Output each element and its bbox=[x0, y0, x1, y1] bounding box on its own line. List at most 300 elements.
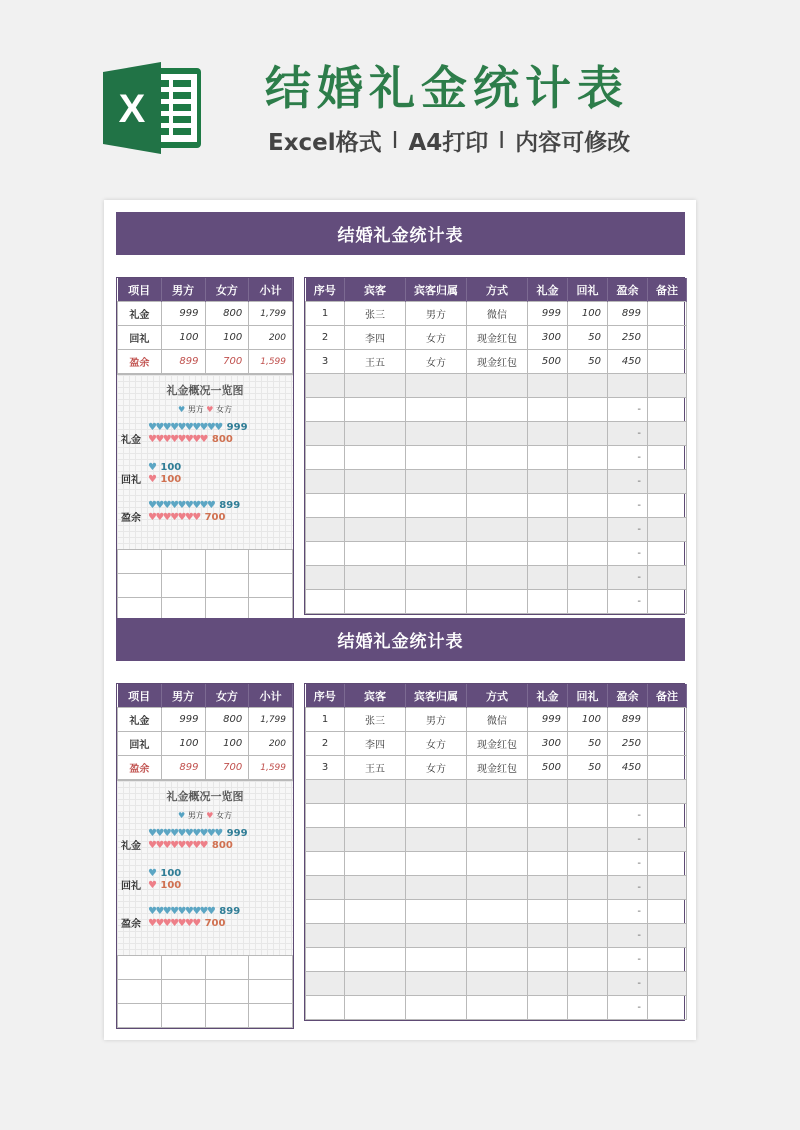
summary-male-cell[interactable]: 899 bbox=[161, 350, 205, 374]
guest-surplus-cell[interactable]: - bbox=[608, 494, 648, 518]
guest-surplus-cell[interactable]: - bbox=[608, 852, 648, 876]
guest-empty-cell[interactable] bbox=[528, 828, 568, 852]
guest-surplus-cell[interactable]: 899 bbox=[608, 302, 648, 326]
guest-empty-row bbox=[306, 542, 687, 566]
summary-item-cell[interactable]: 回礼 bbox=[118, 732, 162, 756]
guest-empty-cell[interactable] bbox=[568, 780, 608, 804]
guest-empty-cell[interactable] bbox=[528, 494, 568, 518]
gift-overview-chart bbox=[117, 374, 293, 549]
guest-name-cell[interactable]: 李四 bbox=[345, 326, 406, 350]
guest-empty-cell[interactable] bbox=[467, 518, 528, 542]
guest-empty-cell[interactable] bbox=[648, 972, 687, 996]
guest-name-cell[interactable]: 王五 bbox=[345, 350, 406, 374]
summary-header-cell: 小计 bbox=[249, 684, 293, 708]
guest-note-cell[interactable] bbox=[648, 350, 687, 374]
guest-empty-cell[interactable] bbox=[648, 996, 687, 1020]
guest-empty-cell[interactable] bbox=[306, 446, 345, 470]
guest-surplus-cell[interactable]: - bbox=[608, 518, 648, 542]
summary-row bbox=[118, 708, 293, 732]
guest-empty-cell[interactable] bbox=[568, 494, 608, 518]
guest-empty-cell[interactable] bbox=[406, 470, 467, 494]
summary-item-cell[interactable]: 礼金 bbox=[118, 708, 162, 732]
summary-female-cell[interactable]: 700 bbox=[205, 350, 249, 374]
subtitle-format: Excel格式 bbox=[268, 130, 382, 156]
guest-empty-cell[interactable] bbox=[528, 852, 568, 876]
guest-empty-cell[interactable] bbox=[406, 422, 467, 446]
summary-table bbox=[117, 278, 293, 374]
guest-method-cell[interactable]: 微信 bbox=[467, 708, 528, 732]
guest-empty-cell[interactable] bbox=[306, 852, 345, 876]
guest-empty-cell[interactable] bbox=[467, 398, 528, 422]
summary-male-cell[interactable]: 100 bbox=[161, 326, 205, 350]
guest-return-cell[interactable]: 100 bbox=[568, 708, 608, 732]
guest-empty-cell[interactable] bbox=[528, 518, 568, 542]
legend-male-label: 男方 bbox=[187, 811, 204, 820]
guest-empty-cell[interactable] bbox=[345, 494, 406, 518]
guest-empty-cell[interactable] bbox=[528, 972, 568, 996]
guest-empty-cell[interactable] bbox=[467, 542, 528, 566]
summary-total-cell[interactable]: 1,599 bbox=[249, 350, 293, 374]
guest-empty-cell[interactable] bbox=[648, 422, 687, 446]
guest-surplus-cell[interactable]: - bbox=[608, 470, 648, 494]
guest-surplus-cell[interactable]: - bbox=[608, 900, 648, 924]
excel-logo-letter: X bbox=[118, 87, 146, 131]
guest-header-cell: 礼金 bbox=[528, 278, 568, 302]
guest-empty-cell[interactable] bbox=[345, 900, 406, 924]
guest-empty-cell[interactable] bbox=[648, 948, 687, 972]
summary-total-cell[interactable]: 1,599 bbox=[249, 756, 293, 780]
guest-empty-cell[interactable] bbox=[528, 996, 568, 1020]
summary-male-cell[interactable]: 999 bbox=[161, 302, 205, 326]
guest-empty-cell[interactable] bbox=[528, 804, 568, 828]
blank-cell[interactable] bbox=[161, 980, 205, 1004]
summary-male-cell[interactable]: 100 bbox=[161, 732, 205, 756]
guest-side-cell[interactable]: 男方 bbox=[406, 708, 467, 732]
guest-surplus-cell[interactable]: 250 bbox=[608, 326, 648, 350]
guest-empty-cell[interactable] bbox=[648, 542, 687, 566]
guest-empty-cell[interactable] bbox=[306, 996, 345, 1020]
guest-no-cell[interactable]: 2 bbox=[306, 732, 345, 756]
guest-empty-cell[interactable] bbox=[306, 590, 345, 614]
blank-cell[interactable] bbox=[205, 980, 249, 1004]
guest-side-cell[interactable]: 男方 bbox=[406, 302, 467, 326]
guest-empty-cell[interactable] bbox=[568, 566, 608, 590]
guest-surplus-cell[interactable]: 899 bbox=[608, 708, 648, 732]
guest-name-cell[interactable]: 王五 bbox=[345, 756, 406, 780]
guest-empty-cell[interactable] bbox=[648, 804, 687, 828]
guest-empty-cell[interactable] bbox=[406, 876, 467, 900]
guest-empty-cell[interactable] bbox=[306, 542, 345, 566]
subtitle-separator: I bbox=[391, 127, 399, 154]
guest-empty-cell[interactable] bbox=[406, 900, 467, 924]
guest-empty-cell[interactable] bbox=[528, 924, 568, 948]
guest-empty-cell[interactable] bbox=[345, 948, 406, 972]
guest-empty-cell[interactable] bbox=[345, 780, 406, 804]
chart-row-label: 回礼 bbox=[121, 881, 141, 892]
guest-empty-cell[interactable] bbox=[406, 566, 467, 590]
guest-empty-cell[interactable] bbox=[528, 900, 568, 924]
guest-empty-cell[interactable] bbox=[528, 398, 568, 422]
blank-cell[interactable] bbox=[118, 574, 162, 598]
guest-empty-cell[interactable] bbox=[345, 566, 406, 590]
summary-female-cell[interactable]: 800 bbox=[205, 302, 249, 326]
guest-empty-cell[interactable] bbox=[406, 924, 467, 948]
guest-no-cell[interactable]: 3 bbox=[306, 756, 345, 780]
guest-empty-cell[interactable] bbox=[406, 780, 467, 804]
guest-empty-cell[interactable] bbox=[467, 972, 528, 996]
guest-method-cell[interactable]: 现金红包 bbox=[467, 326, 528, 350]
guest-empty-cell[interactable] bbox=[306, 900, 345, 924]
blank-cell[interactable] bbox=[249, 550, 293, 574]
guest-empty-cell[interactable] bbox=[568, 948, 608, 972]
summary-header-cell: 项目 bbox=[118, 684, 162, 708]
guest-return-cell[interactable]: 50 bbox=[568, 732, 608, 756]
guest-empty-cell[interactable] bbox=[345, 852, 406, 876]
guest-empty-cell[interactable] bbox=[467, 590, 528, 614]
guest-empty-cell[interactable] bbox=[568, 398, 608, 422]
guest-empty-cell[interactable] bbox=[306, 470, 345, 494]
heart-icons: ♥ bbox=[148, 462, 156, 473]
guest-empty-cell[interactable] bbox=[568, 972, 608, 996]
guest-empty-cell[interactable] bbox=[345, 374, 406, 398]
guest-empty-cell[interactable] bbox=[345, 446, 406, 470]
guest-gift-cell[interactable]: 500 bbox=[528, 756, 568, 780]
guest-return-cell[interactable]: 50 bbox=[568, 756, 608, 780]
guest-empty-cell[interactable] bbox=[306, 924, 345, 948]
guest-empty-cell[interactable] bbox=[306, 780, 345, 804]
heart-bar-value: 800 bbox=[211, 434, 233, 445]
guest-empty-cell[interactable] bbox=[345, 876, 406, 900]
guest-empty-cell[interactable] bbox=[306, 374, 345, 398]
guest-no-cell[interactable]: 1 bbox=[306, 302, 345, 326]
guest-empty-cell[interactable] bbox=[528, 470, 568, 494]
guest-empty-cell[interactable] bbox=[568, 996, 608, 1020]
guest-empty-cell[interactable] bbox=[648, 470, 687, 494]
guest-empty-cell[interactable] bbox=[306, 972, 345, 996]
guest-surplus-cell[interactable]: 450 bbox=[608, 350, 648, 374]
guest-empty-cell[interactable] bbox=[306, 804, 345, 828]
guest-empty-row bbox=[306, 518, 687, 542]
guest-empty-cell[interactable] bbox=[648, 590, 687, 614]
blank-cell[interactable] bbox=[205, 574, 249, 598]
guest-empty-cell[interactable] bbox=[406, 804, 467, 828]
guest-empty-cell[interactable] bbox=[568, 590, 608, 614]
male-heart-bar bbox=[148, 501, 240, 511]
summary-total-cell[interactable]: 1,799 bbox=[249, 302, 293, 326]
guest-empty-cell[interactable] bbox=[345, 924, 406, 948]
guest-empty-cell[interactable] bbox=[528, 446, 568, 470]
guest-empty-cell[interactable] bbox=[467, 804, 528, 828]
guest-empty-cell[interactable] bbox=[467, 566, 528, 590]
guest-row bbox=[306, 302, 687, 326]
guest-surplus-cell[interactable]: - bbox=[608, 542, 648, 566]
guest-empty-cell[interactable] bbox=[406, 828, 467, 852]
guest-empty-cell[interactable] bbox=[648, 398, 687, 422]
blank-cell[interactable] bbox=[205, 956, 249, 980]
chart-legend bbox=[117, 404, 293, 415]
guest-header-cell: 宾客 bbox=[345, 278, 406, 302]
guest-empty-cell[interactable] bbox=[648, 494, 687, 518]
guest-empty-row bbox=[306, 900, 687, 924]
female-heart-bar bbox=[148, 841, 233, 851]
guest-surplus-cell[interactable]: - bbox=[608, 590, 648, 614]
guest-empty-cell[interactable] bbox=[568, 828, 608, 852]
guest-empty-row bbox=[306, 852, 687, 876]
guest-empty-row bbox=[306, 876, 687, 900]
blank-cell[interactable] bbox=[118, 550, 162, 574]
summary-female-cell[interactable]: 800 bbox=[205, 708, 249, 732]
blank-cell[interactable] bbox=[161, 956, 205, 980]
guest-row bbox=[306, 350, 687, 374]
guest-empty-cell[interactable] bbox=[608, 780, 648, 804]
guest-empty-cell[interactable] bbox=[406, 948, 467, 972]
guest-surplus-cell[interactable]: 250 bbox=[608, 732, 648, 756]
guest-empty-cell[interactable] bbox=[648, 852, 687, 876]
guest-side-cell[interactable]: 女方 bbox=[406, 350, 467, 374]
blank-cell[interactable] bbox=[161, 574, 205, 598]
guest-side-cell[interactable]: 女方 bbox=[406, 732, 467, 756]
guest-empty-cell[interactable] bbox=[648, 566, 687, 590]
guest-method-cell[interactable]: 现金红包 bbox=[467, 732, 528, 756]
summary-item-cell[interactable]: 盈余 bbox=[118, 756, 162, 780]
summary-item-cell[interactable]: 盈余 bbox=[118, 350, 162, 374]
guest-gift-cell[interactable]: 300 bbox=[528, 732, 568, 756]
blank-cell[interactable] bbox=[118, 956, 162, 980]
legend-female-label: 女方 bbox=[215, 405, 232, 414]
subtitle-print: A4打印 bbox=[408, 130, 489, 156]
guest-empty-cell[interactable] bbox=[467, 446, 528, 470]
guest-empty-cell[interactable] bbox=[306, 518, 345, 542]
guest-empty-cell[interactable] bbox=[406, 996, 467, 1020]
guest-header-cell: 回礼 bbox=[568, 684, 608, 708]
guest-empty-cell[interactable] bbox=[467, 900, 528, 924]
guest-surplus-cell[interactable]: - bbox=[608, 828, 648, 852]
guest-empty-cell[interactable] bbox=[568, 924, 608, 948]
guest-empty-cell[interactable] bbox=[648, 924, 687, 948]
guest-empty-row bbox=[306, 446, 687, 470]
guest-return-cell[interactable]: 100 bbox=[568, 302, 608, 326]
guest-surplus-cell[interactable]: - bbox=[608, 804, 648, 828]
guest-empty-cell[interactable] bbox=[345, 470, 406, 494]
blank-cell[interactable] bbox=[118, 980, 162, 1004]
guest-empty-cell[interactable] bbox=[467, 470, 528, 494]
guest-empty-cell[interactable] bbox=[345, 422, 406, 446]
summary-female-cell[interactable]: 100 bbox=[205, 326, 249, 350]
guest-empty-cell[interactable] bbox=[306, 948, 345, 972]
heart-bar-value: 899 bbox=[219, 906, 241, 917]
guest-empty-cell[interactable] bbox=[406, 398, 467, 422]
guest-side-cell[interactable]: 女方 bbox=[406, 756, 467, 780]
guest-empty-cell[interactable] bbox=[648, 876, 687, 900]
guest-block bbox=[304, 277, 685, 615]
heart-icons: ♥♥♥♥♥♥♥♥♥ bbox=[148, 906, 215, 917]
guest-empty-cell[interactable] bbox=[345, 804, 406, 828]
guest-empty-cell[interactable] bbox=[568, 518, 608, 542]
summary-total-cell[interactable]: 200 bbox=[249, 326, 293, 350]
guest-empty-cell[interactable] bbox=[608, 374, 648, 398]
guest-empty-cell[interactable] bbox=[528, 780, 568, 804]
guest-empty-cell[interactable] bbox=[528, 422, 568, 446]
guest-empty-cell[interactable] bbox=[648, 900, 687, 924]
guest-empty-row bbox=[306, 828, 687, 852]
guest-empty-cell[interactable] bbox=[648, 780, 687, 804]
guest-empty-cell[interactable] bbox=[467, 852, 528, 876]
guest-empty-cell[interactable] bbox=[528, 542, 568, 566]
blank-cell[interactable] bbox=[249, 574, 293, 598]
guest-empty-cell[interactable] bbox=[306, 398, 345, 422]
guest-empty-cell[interactable] bbox=[345, 590, 406, 614]
guest-empty-cell[interactable] bbox=[306, 494, 345, 518]
guest-empty-cell[interactable] bbox=[467, 948, 528, 972]
guest-empty-cell[interactable] bbox=[345, 828, 406, 852]
guest-empty-cell[interactable] bbox=[568, 542, 608, 566]
guest-empty-cell[interactable] bbox=[345, 996, 406, 1020]
guest-note-cell[interactable] bbox=[648, 326, 687, 350]
guest-empty-cell[interactable] bbox=[528, 876, 568, 900]
guest-empty-cell[interactable] bbox=[406, 518, 467, 542]
guest-empty-cell[interactable] bbox=[345, 542, 406, 566]
guest-empty-cell[interactable] bbox=[467, 876, 528, 900]
guest-empty-cell[interactable] bbox=[306, 566, 345, 590]
page-subtitle bbox=[268, 124, 630, 157]
guest-method-cell[interactable]: 微信 bbox=[467, 302, 528, 326]
guest-empty-cell[interactable] bbox=[568, 852, 608, 876]
blank-cell[interactable] bbox=[205, 550, 249, 574]
guest-surplus-cell[interactable]: - bbox=[608, 398, 648, 422]
guest-empty-cell[interactable] bbox=[568, 470, 608, 494]
guest-empty-cell[interactable] bbox=[306, 876, 345, 900]
guest-row bbox=[306, 732, 687, 756]
chart-row-label: 盈余 bbox=[121, 513, 141, 524]
guest-empty-cell[interactable] bbox=[406, 852, 467, 876]
summary-item-cell[interactable]: 回礼 bbox=[118, 326, 162, 350]
summary-item-cell[interactable]: 礼金 bbox=[118, 302, 162, 326]
guest-empty-cell[interactable] bbox=[528, 948, 568, 972]
guest-empty-row bbox=[306, 948, 687, 972]
guest-no-cell[interactable]: 3 bbox=[306, 350, 345, 374]
summary-header-cell: 女方 bbox=[205, 684, 249, 708]
guest-note-cell[interactable] bbox=[648, 708, 687, 732]
guest-empty-cell[interactable] bbox=[568, 374, 608, 398]
guest-surplus-cell[interactable]: - bbox=[608, 972, 648, 996]
guest-surplus-cell[interactable]: 450 bbox=[608, 756, 648, 780]
guest-side-cell[interactable]: 女方 bbox=[406, 326, 467, 350]
guest-method-cell[interactable]: 现金红包 bbox=[467, 350, 528, 374]
guest-empty-cell[interactable] bbox=[467, 494, 528, 518]
guest-no-cell[interactable]: 1 bbox=[306, 708, 345, 732]
guest-note-cell[interactable] bbox=[648, 732, 687, 756]
guest-empty-cell[interactable] bbox=[406, 542, 467, 566]
guest-empty-cell[interactable] bbox=[648, 446, 687, 470]
guest-gift-cell[interactable]: 999 bbox=[528, 302, 568, 326]
heart-icons: ♥ bbox=[148, 474, 156, 485]
guest-empty-cell[interactable] bbox=[648, 828, 687, 852]
guest-empty-cell[interactable] bbox=[568, 900, 608, 924]
guest-name-cell[interactable]: 张三 bbox=[345, 302, 406, 326]
guest-empty-cell[interactable] bbox=[406, 494, 467, 518]
guest-empty-cell[interactable] bbox=[528, 590, 568, 614]
guest-empty-cell[interactable] bbox=[406, 972, 467, 996]
blank-cell[interactable] bbox=[249, 956, 293, 980]
guest-empty-cell[interactable] bbox=[648, 518, 687, 542]
guest-gift-cell[interactable]: 500 bbox=[528, 350, 568, 374]
guest-empty-cell[interactable] bbox=[568, 446, 608, 470]
guest-surplus-cell[interactable]: - bbox=[608, 948, 648, 972]
guest-name-cell[interactable]: 张三 bbox=[345, 708, 406, 732]
guest-return-cell[interactable]: 50 bbox=[568, 326, 608, 350]
blank-cell[interactable] bbox=[161, 1004, 205, 1028]
guest-note-cell[interactable] bbox=[648, 756, 687, 780]
blank-cell[interactable] bbox=[118, 1004, 162, 1028]
guest-empty-cell[interactable] bbox=[568, 876, 608, 900]
guest-empty-cell[interactable] bbox=[568, 804, 608, 828]
heart-icon: ♥ bbox=[178, 811, 186, 820]
guest-empty-cell[interactable] bbox=[467, 422, 528, 446]
guest-gift-cell[interactable]: 300 bbox=[528, 326, 568, 350]
summary-total-cell[interactable]: 1,799 bbox=[249, 708, 293, 732]
guest-empty-cell[interactable] bbox=[406, 590, 467, 614]
guest-method-cell[interactable]: 现金红包 bbox=[467, 756, 528, 780]
guest-surplus-cell[interactable]: - bbox=[608, 876, 648, 900]
guest-header-cell: 盈余 bbox=[608, 684, 648, 708]
guest-gift-cell[interactable]: 999 bbox=[528, 708, 568, 732]
guest-surplus-cell[interactable]: - bbox=[608, 566, 648, 590]
guest-empty-cell[interactable] bbox=[467, 374, 528, 398]
heart-bar-value: 700 bbox=[204, 918, 226, 929]
heart-icons: ♥♥♥♥♥♥♥♥♥♥ bbox=[148, 828, 222, 839]
blank-cell[interactable] bbox=[161, 550, 205, 574]
guest-empty-cell[interactable] bbox=[406, 446, 467, 470]
summary-female-cell[interactable]: 100 bbox=[205, 732, 249, 756]
guest-block bbox=[304, 683, 685, 1021]
guest-empty-cell[interactable] bbox=[345, 398, 406, 422]
summary-male-cell[interactable]: 999 bbox=[161, 708, 205, 732]
guest-surplus-cell[interactable]: - bbox=[608, 422, 648, 446]
blank-cell[interactable] bbox=[249, 980, 293, 1004]
guest-name-cell[interactable]: 李四 bbox=[345, 732, 406, 756]
guest-empty-cell[interactable] bbox=[467, 780, 528, 804]
blank-cell[interactable] bbox=[205, 1004, 249, 1028]
guest-return-cell[interactable]: 50 bbox=[568, 350, 608, 374]
guest-surplus-cell[interactable]: - bbox=[608, 446, 648, 470]
guest-empty-cell[interactable] bbox=[467, 828, 528, 852]
guest-empty-cell[interactable] bbox=[406, 374, 467, 398]
guest-note-cell[interactable] bbox=[648, 302, 687, 326]
guest-empty-cell[interactable] bbox=[648, 374, 687, 398]
guest-empty-cell[interactable] bbox=[467, 924, 528, 948]
guest-empty-row bbox=[306, 374, 687, 398]
blank-cell[interactable] bbox=[249, 1004, 293, 1028]
guest-empty-cell[interactable] bbox=[345, 518, 406, 542]
guest-empty-cell[interactable] bbox=[528, 566, 568, 590]
guest-empty-row bbox=[306, 470, 687, 494]
guest-empty-cell[interactable] bbox=[345, 972, 406, 996]
guest-surplus-cell[interactable]: - bbox=[608, 996, 648, 1020]
guest-empty-cell[interactable] bbox=[528, 374, 568, 398]
summary-male-cell[interactable]: 899 bbox=[161, 756, 205, 780]
guest-empty-cell[interactable] bbox=[568, 422, 608, 446]
guest-surplus-cell[interactable]: - bbox=[608, 924, 648, 948]
guest-empty-cell[interactable] bbox=[467, 996, 528, 1020]
heart-icons: ♥♥♥♥♥♥♥ bbox=[148, 512, 200, 523]
summary-total-cell[interactable]: 200 bbox=[249, 732, 293, 756]
heart-bar-value: 100 bbox=[160, 868, 182, 879]
guest-no-cell[interactable]: 2 bbox=[306, 326, 345, 350]
guest-empty-cell[interactable] bbox=[306, 422, 345, 446]
guest-empty-row bbox=[306, 398, 687, 422]
guest-empty-cell[interactable] bbox=[306, 828, 345, 852]
summary-female-cell[interactable]: 700 bbox=[205, 756, 249, 780]
